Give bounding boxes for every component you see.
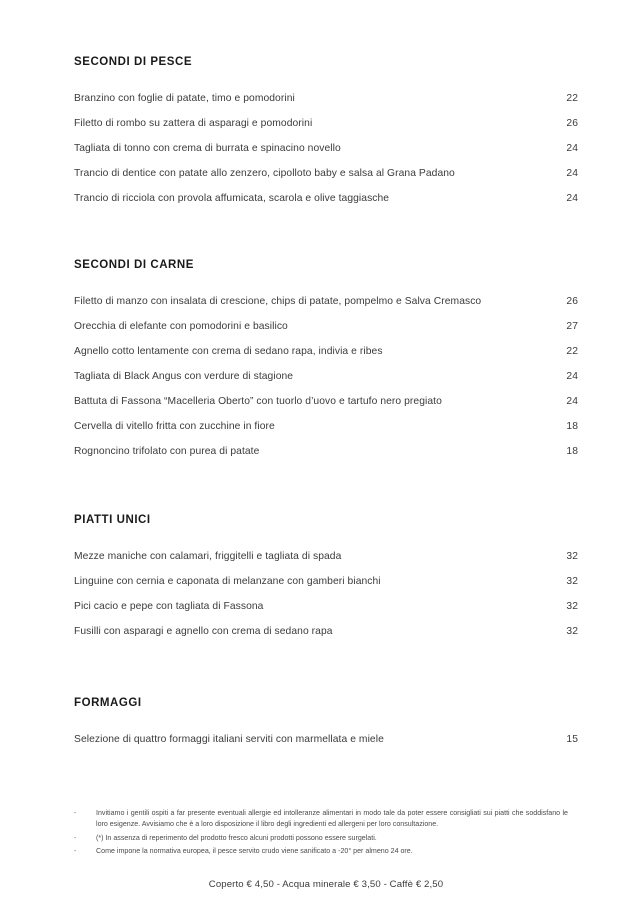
menu-item (74, 186, 578, 211)
section-title: FORMAGGI (74, 697, 142, 709)
section-title: PIATTI UNICI (74, 514, 151, 526)
menu-item (74, 619, 578, 644)
note-text: Invitiamo i gentili ospiti a far presente eventuali allergie ed intolleranze alimentari in modo tale da poter essere consigliati sui piatti che soddisfano le loro esigenze. Avvisiamo che è a loro disposizione il libro degli ingredienti ed allergeni per loro consultazione. (96, 809, 568, 829)
note-item (74, 808, 568, 831)
menu-item-name: Agnello cotto lentamente con crema di sedano rapa, indivia e ribes (74, 346, 383, 357)
section-spacer (74, 644, 578, 696)
menu-item (74, 414, 578, 439)
section-title: SECONDI DI PESCE (74, 56, 193, 68)
menu-item-name: Filetto di manzo con insalata di crescione, chips di patate, pompelmo e Salva Cremasco (74, 296, 482, 307)
menu-item-name: Linguine con cernia e caponata di melanzane con gamberi bianchi (74, 576, 381, 587)
note-item (74, 833, 568, 844)
menu-item-list (74, 86, 578, 211)
menu-item (74, 86, 578, 111)
menu-item-list (74, 544, 578, 644)
menu-item-name: Orecchia di elefante con pomodorini e basilico (74, 321, 288, 332)
menu-item-name: Selezione di quattro formaggi italiani serviti con marmellata e miele (74, 734, 384, 745)
menu-item-price: 24 (566, 168, 578, 179)
section-title: SECONDI DI CARNE (74, 259, 194, 271)
section-spacer (74, 464, 578, 513)
menu-item-name: Battuta di Fassona “Macelleria Oberto” con tuorlo d’uovo e tartufo nero pregiato (74, 396, 442, 407)
menu-item-price: 18 (566, 421, 578, 432)
menu-item-name: Rognoncino trifolato con purea di patate (74, 446, 260, 457)
section-spacer (74, 211, 578, 258)
menu-item (74, 569, 578, 594)
dash-bullet-icon: - (74, 833, 77, 842)
menu-item-price: 24 (566, 371, 578, 382)
menu-item-name: Trancio di dentice con patate allo zenzero, cipolloto baby e salsa al Grana Padano (74, 168, 455, 179)
menu-item-price: 24 (566, 143, 578, 154)
menu-item (74, 161, 578, 186)
menu-item-price: 27 (566, 321, 578, 332)
menu-item-name: Tagliata di tonno con crema di burrata e spinacino novello (74, 143, 341, 154)
menu-item-price: 15 (566, 734, 578, 745)
menu-item (74, 314, 578, 339)
menu-item-name: Branzino con foglie di patate, timo e pomodorini (74, 93, 295, 104)
menu-item (74, 111, 578, 136)
menu-item-price: 32 (566, 601, 578, 612)
menu-item (74, 364, 578, 389)
note-item (74, 846, 568, 857)
menu-item-price: 26 (566, 118, 578, 129)
cover-charges-footer: Coperto € 4,50 - Acqua minerale € 3,50 - Caffè € 2,50 (208, 878, 444, 890)
menu-item-name: Pici cacio e pepe con tagliata di Fassona (74, 601, 264, 612)
menu-item-name: Mezze maniche con calamari, friggitelli e tagliata di spada (74, 551, 342, 562)
menu-item-price: 22 (566, 93, 578, 104)
menu-section-formaggi (74, 696, 578, 752)
menu-item-price: 24 (566, 193, 578, 204)
menu-item (74, 389, 578, 414)
menu-section-piatti-unici (74, 513, 578, 644)
dash-bullet-icon: - (74, 847, 77, 856)
menu-item (74, 727, 578, 752)
menu-item (74, 289, 578, 314)
menu-item (74, 594, 578, 619)
menu-item-price: 26 (566, 296, 578, 307)
menu-item (74, 136, 578, 161)
dash-bullet-icon: - (74, 809, 77, 817)
menu-item (74, 544, 578, 569)
section-spacer (74, 752, 578, 808)
menu-section-secondi-di-carne (74, 258, 578, 464)
menu-section-secondi-di-pesce (74, 55, 578, 211)
menu-item-name: Tagliata di Black Angus con verdure di stagione (74, 371, 294, 382)
menu-item (74, 339, 578, 364)
menu-item-list (74, 727, 578, 752)
menu-item-name: Fusilli con asparagi e agnello con crema di sedano rapa (74, 626, 333, 637)
menu-item-name: Filetto di rombo su zattera di asparagi e pomodorini (74, 118, 313, 129)
menu-item-name: Cervella di vitello fritta con zucchine in fiore (74, 421, 275, 432)
menu-item-price: 32 (566, 626, 578, 637)
menu-item-price: 24 (566, 396, 578, 407)
allergen-notes (74, 808, 578, 858)
note-text: (*) In assenza di reperimento del prodotto fresco alcuni prodotti possono essere surgelati. (96, 833, 377, 842)
menu-item-price: 18 (566, 446, 578, 457)
menu-item-price: 32 (566, 551, 578, 562)
menu-item (74, 439, 578, 464)
menu-item-name: Trancio di ricciola con provola affumicata, scarola e olive taggiasche (74, 193, 390, 204)
menu-item-price: 22 (566, 346, 578, 357)
note-text: Come impone la normativa europea, il pesce servito crudo viene sanificato a -20° per almeno 24 ore. (96, 847, 413, 856)
menu-item-list (74, 289, 578, 464)
menu-item-price: 32 (566, 576, 578, 587)
